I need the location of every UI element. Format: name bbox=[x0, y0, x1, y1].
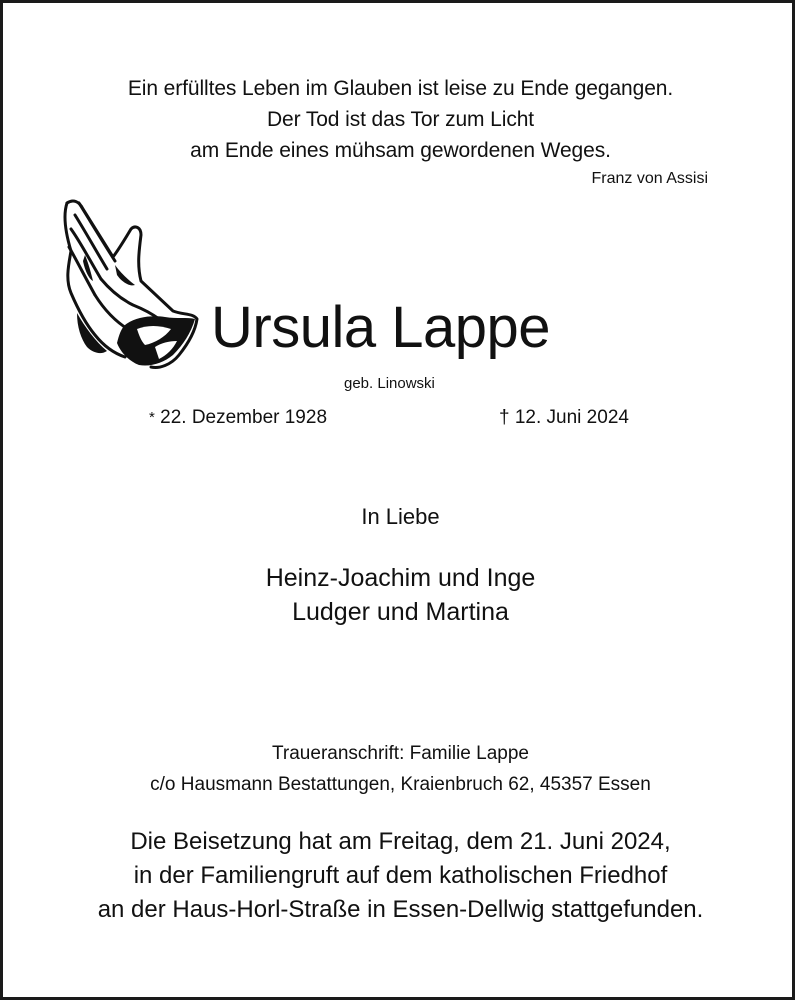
funeral-notice-line: Die Beisetzung hat am Freitag, dem 21. Juni 2024, bbox=[130, 828, 671, 855]
deceased-name: Ursula Lappe bbox=[211, 295, 550, 360]
death-cross-icon: † bbox=[499, 407, 510, 428]
quote-line: am Ende eines mühsam gewordenen Weges. bbox=[190, 139, 611, 162]
praying-hands-icon bbox=[55, 195, 200, 375]
death-date: 12. Juni 2024 bbox=[514, 407, 629, 428]
mourning-address-line: c/o Hausmann Bestattungen, Kraienbruch 62, 45357 Essen bbox=[150, 774, 651, 795]
birth-date-line bbox=[149, 407, 327, 429]
mourners-heading: In Liebe bbox=[361, 504, 440, 529]
funeral-notice-line: an der Haus-Horl-Straße in Essen-Dellwig stattgefunden. bbox=[97, 896, 704, 923]
funeral-notice-line: in der Familiengruft auf dem katholischen Friedhof bbox=[133, 862, 668, 889]
death-date-line bbox=[499, 407, 629, 429]
birth-star-icon: * bbox=[149, 409, 155, 426]
mourner-name: Ludger und Martina bbox=[292, 598, 509, 626]
quote-author: Franz von Assisi bbox=[591, 170, 708, 187]
mourning-address-line: Traueranschrift: Familie Lappe bbox=[272, 743, 529, 764]
quote-line: Der Tod ist das Tor zum Licht bbox=[266, 108, 535, 131]
mourner-name: Heinz-Joachim und Inge bbox=[265, 564, 536, 592]
maiden-name: geb. Linowski bbox=[344, 375, 435, 392]
quote-line: Ein erfülltes Leben im Glauben ist leise zu Ende gegangen. bbox=[127, 77, 674, 100]
birth-date: 22. Dezember 1928 bbox=[160, 407, 328, 428]
